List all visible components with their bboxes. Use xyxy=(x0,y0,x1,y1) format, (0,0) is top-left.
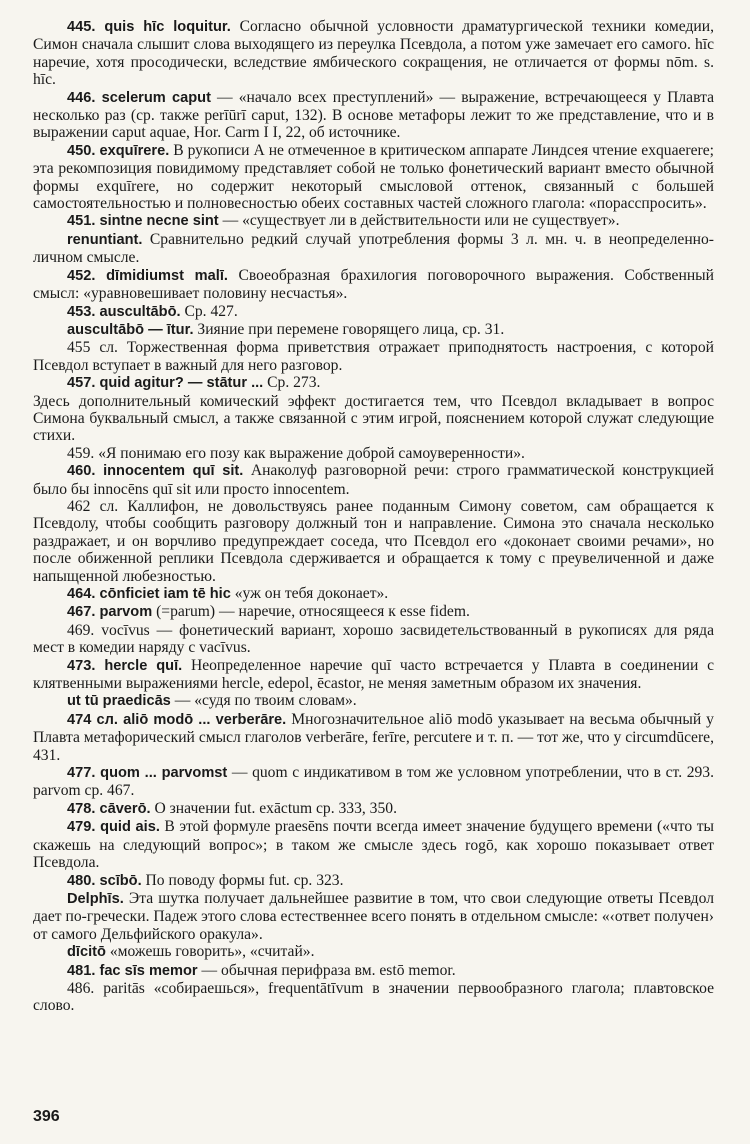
commentary-entry xyxy=(33,462,714,498)
commentary-entry xyxy=(33,498,714,585)
commentary-entry xyxy=(33,692,714,710)
entry-gloss: — «существует ли в действительности или не существует». xyxy=(218,212,620,230)
commentary-entry xyxy=(33,212,714,230)
entry-lemma: 457. quid agitur? — stātur ... xyxy=(67,375,264,392)
commentary-entry xyxy=(33,818,714,871)
entry-lemma: 460. innocentem quī sit. xyxy=(67,463,244,480)
commentary-entry xyxy=(33,445,714,462)
entry-lemma: 445. quis hīc loquitur. xyxy=(67,19,231,35)
commentary-entry xyxy=(33,872,714,890)
entry-lemma: auscultābō — ītur. xyxy=(67,321,194,338)
entry-gloss: В рукописи А не отмеченное в критическом аппарате Линдсея чтение exquaerere; эта рекомпозиция повидимому представляет собой не только фонетический вариант вместо обычной формы exquīrere, но содержит некоторый смысловой оттенок, связанный с большей самостоятельностью и полновесностью обеих составных частей сложного глагола: «порасспросить». xyxy=(33,141,714,213)
entry-lemma: 477. quom ... parvomst xyxy=(67,765,228,782)
entry-gloss: Здесь дополнительный комический эффект достигается тем, что Псевдол вкладывает в вопрос Симона буквальный смысл, а также связанной с этим игрой, пояснением которой служат следующие стихи. xyxy=(33,392,714,445)
page-number: 396 xyxy=(33,1108,60,1125)
commentary-entry xyxy=(33,657,714,693)
entry-gloss: — обычная перифраза вм. estō memor. xyxy=(197,961,456,979)
entry-lemma: ut tū praedicās xyxy=(67,693,171,710)
entry-gloss: «уж он тебя доконает». xyxy=(230,585,389,602)
commentary-entry xyxy=(33,393,714,445)
entry-lemma: 451. sintne necne sint xyxy=(67,213,219,230)
entry-gloss: (=parum) — наречие, относящееся к esse fidem. xyxy=(152,603,470,621)
commentary-entry xyxy=(33,89,714,142)
commentary-entry xyxy=(33,142,714,213)
commentary-entry xyxy=(33,622,714,657)
entry-lemma: dīcitō xyxy=(67,944,106,961)
entry-lemma: 473. hercle quī. xyxy=(67,657,183,674)
entry-lemma: 481. fac sīs memor xyxy=(67,962,198,979)
entry-lemma: 474 сл. aliō modō ... verberāre. xyxy=(67,711,287,728)
entry-gloss: 459. «Я понимаю его позу как выражение доброй самоуверенности». xyxy=(67,444,525,462)
entry-gloss: 455 сл. Торжественная форма приветствия отражает приподнятость настроения, с которой Псевдол вступает в важный для него разговор. xyxy=(33,339,714,374)
commentary-entry xyxy=(33,18,714,89)
entry-gloss: Ср. 427. xyxy=(180,302,238,320)
commentary-entry xyxy=(33,764,714,800)
entry-lemma: 467. parvom xyxy=(67,604,153,621)
entry-lemma: 453. auscultābō. xyxy=(67,303,181,320)
entry-gloss: Неопределенное наречие quī часто встречается у Плавта в соединении с клятвенными выражениями hercle, edepol, ēcastor, не меняя заметным образом их значения. xyxy=(33,656,714,693)
entry-gloss: Анаколуф разговорной речи: строго грамматической конструкцией было бы innocēns quī sit или просто innocentem. xyxy=(33,462,714,498)
entry-gloss: О значении fut. exāctum ср. 333, 350. xyxy=(150,799,397,817)
entry-gloss: 462 сл. Каллифон, не довольствуясь ранее поданным Симону советом, сам обращается к Псевдолу, чтобы сообщить разговору должный тон и направление. Симона это сначала несколько раздражает, и он ворчливо предупреждает соседа, что Псевдол его «доконает своими речами», но после обиженной реплики Псевдола сдерживается и обращается к тому с преувеличенной и даже напыщенной любезностью. xyxy=(33,497,714,585)
entry-lemma: 452. dīmidiumst malī. xyxy=(67,267,228,284)
entry-gloss: — «судя по твоим словам». xyxy=(170,692,357,710)
commentary-entry xyxy=(33,267,714,303)
commentary-entry xyxy=(33,303,714,321)
entry-lemma: 450. exquīrere. xyxy=(67,142,170,159)
entry-gloss: Ср. 273. xyxy=(263,374,321,392)
entry-gloss: В этой формуле praesēns почти всегда имеет значение будущего времени («что ты скажешь на следующий вопрос»; в таком же смысле здесь rogō, как хорошо показывает ответ Псевдола. xyxy=(33,818,715,872)
commentary-entry xyxy=(33,962,714,980)
entry-gloss: — «начало всех преступлений» — выражение, встречающееся у Плавта несколько раз (ср. также perīūrī caput, 132). В основе метафоры лежит то же представление, что и в выражении caput aquae, Hor. Carm I I, 22, об источнике. xyxy=(33,88,714,142)
entry-gloss: Сравнительно редкий случай употребления формы 3 л. мн. ч. в неопределенно-личном смысле. xyxy=(33,230,714,267)
commentary-entry xyxy=(33,374,714,392)
entry-gloss: 486. paritās «собираешься», frequentātīvum в значении первообразного глагола; плавтовское слово. xyxy=(33,979,714,1015)
entry-gloss: Зияние при перемене говорящего лица, ср. 31. xyxy=(193,320,505,338)
entry-gloss: Своеобразная брахилогия поговорочного выражения. Собственный смысл: «уравновешивает половину несчастья». xyxy=(33,266,714,303)
entry-gloss: 469. vocīvus — фонетический вариант, хорошо засвидетельствованный в рукописях для ряда мест в комедии наряду с vacīvus. xyxy=(33,621,714,657)
entry-lemma: 446. scelerum caput xyxy=(67,89,211,106)
entry-gloss: «можешь говорить», «считай». xyxy=(105,943,315,961)
entry-lemma: renuntiant. xyxy=(67,231,143,248)
commentary-entry xyxy=(33,321,714,339)
commentary-entry xyxy=(33,890,714,943)
commentary-entry xyxy=(33,800,714,818)
entry-lemma: 464. cōnficiet iam tē hic xyxy=(67,586,231,602)
commentary-text xyxy=(33,18,714,1015)
commentary-entry xyxy=(33,980,714,1015)
entry-gloss: — quom с индикативом в том же условном употреблении, что в ст. 293. parvom ср. 467. xyxy=(33,764,714,800)
entry-gloss: По поводу формы fut. ср. 323. xyxy=(141,871,344,889)
entry-gloss: Согласно обычной условности драматургической техники комедии, Симон сначала слышит слова выходящего из переулка Псевдола, а потом уже замечает его самого. hīc наречие, хотя просодически, вследствие ямбического сокращения, не отличается от формы nōm. s. hīc. xyxy=(33,18,714,89)
commentary-entry xyxy=(33,585,714,603)
entry-lemma: 478. cāverō. xyxy=(67,800,151,817)
entry-lemma: 480. scībō. xyxy=(67,872,142,889)
entry-lemma: 479. quid ais. xyxy=(67,819,160,836)
commentary-entry xyxy=(33,231,714,267)
commentary-entry xyxy=(33,339,714,374)
commentary-entry xyxy=(33,711,714,764)
entry-gloss: Многозначительное aliō modō указывает на весьма обычный у Плавта метафорический смысл глаголов verberāre, ferīre, percutere и т. п. — тот же, что у circumdūcere, 431. xyxy=(33,710,714,764)
commentary-entry xyxy=(33,943,714,961)
entry-gloss: Эта шутка получает дальнейшее развитие в том, что свои следующие ответы Псевдол дает по-гречески. Падеж этого слова естественнее всего понять в отдельном смысле: «‹ответ получен› от самого Дельфийского оракула». xyxy=(33,889,714,943)
commentary-entry xyxy=(33,603,714,621)
entry-lemma: Delphīs. xyxy=(67,890,124,907)
